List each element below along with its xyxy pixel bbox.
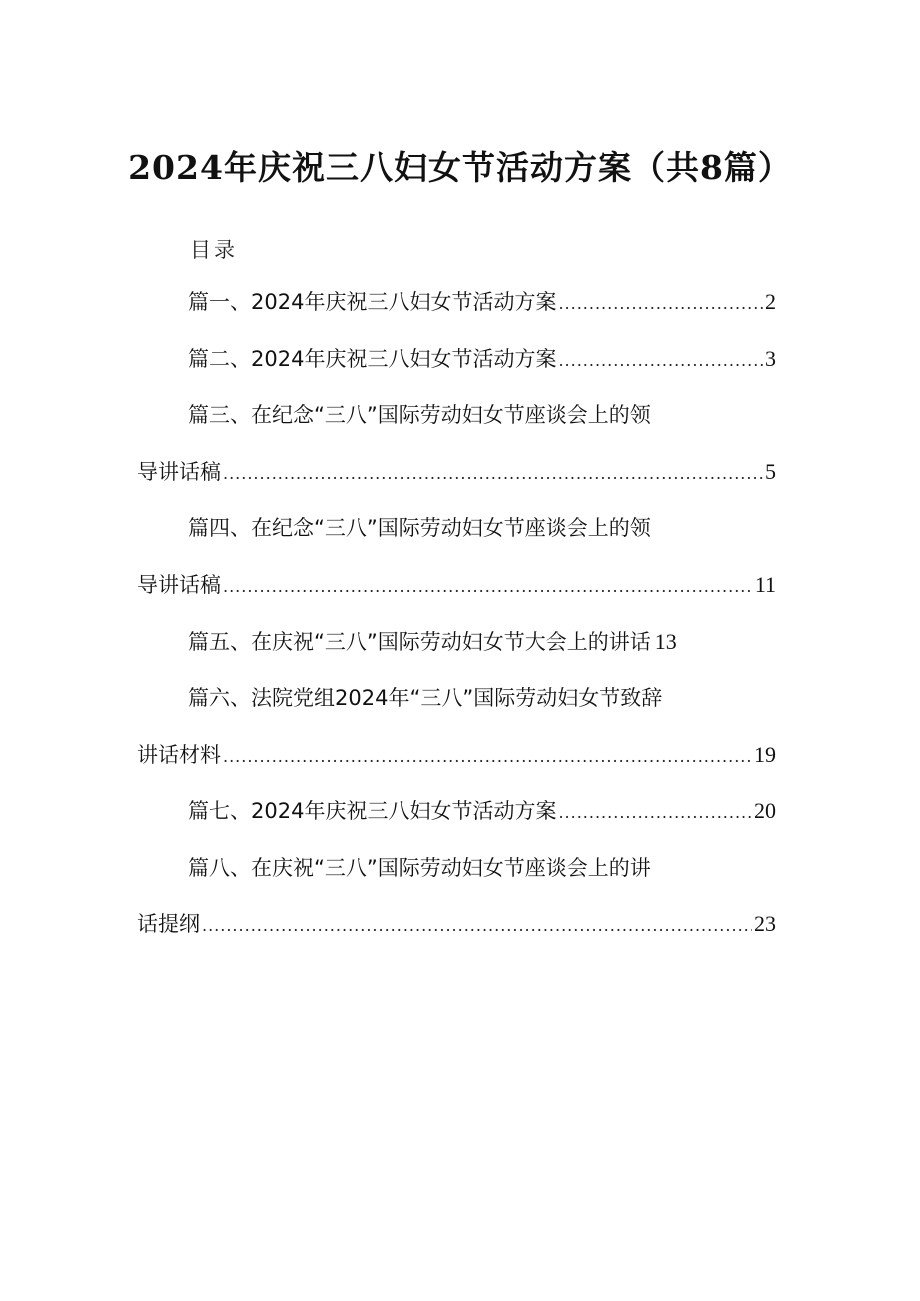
toc-page-number: 5 (765, 459, 776, 484)
toc-dot-leader (558, 288, 763, 320)
toc-entry-8[interactable] (188, 852, 788, 884)
toc-entry-title: 篇六、法院党组2024年“三八”国际劳动妇女节致辞 (188, 686, 663, 710)
toc-entry-title-continued: 话提纲 (137, 912, 200, 936)
toc-page-number: 13 (654, 629, 677, 654)
toc-page-number: 20 (754, 798, 776, 823)
toc-entry-title: 篇四、在纪念“三八”国际劳动妇女节座谈会上的领 (188, 516, 651, 540)
document-title: 2024年庆祝三八妇女节活动方案（共8篇） (128, 148, 792, 187)
toc-heading: 目录 (190, 238, 238, 262)
toc-entry-6-continued[interactable] (137, 739, 776, 771)
toc-entry-6[interactable] (188, 682, 748, 714)
toc-page-number: 2 (765, 289, 776, 314)
toc-entry-title: 篇七、2024年庆祝三八妇女节活动方案 (188, 799, 557, 823)
toc-entry-8-continued[interactable] (137, 908, 776, 940)
toc-dot-leader (223, 458, 763, 490)
toc-entry-title: 篇一、2024年庆祝三八妇女节活动方案 (188, 290, 557, 314)
toc-page-number: 19 (754, 742, 776, 767)
toc-page-number: 3 (765, 346, 776, 371)
toc-entry-2[interactable] (188, 343, 776, 375)
toc-entry-4[interactable] (188, 512, 788, 544)
toc-dot-leader (558, 797, 752, 829)
toc-entry-title: 篇二、2024年庆祝三八妇女节活动方案 (188, 347, 557, 371)
toc-entry-title: 篇八、在庆祝“三八”国际劳动妇女节座谈会上的讲 (188, 856, 651, 880)
toc-entry-title: 篇三、在纪念“三八”国际劳动妇女节座谈会上的领 (188, 403, 651, 427)
toc-entry-title-continued: 导讲话稿 (137, 573, 221, 597)
toc-dot-leader (223, 571, 753, 603)
toc-entry-title: 篇五、在庆祝“三八”国际劳动妇女节大会上的讲话 (188, 630, 651, 654)
toc-entry-title-continued: 导讲话稿 (137, 460, 221, 484)
toc-entry-3[interactable] (188, 399, 788, 431)
toc-entry-5[interactable] (188, 626, 788, 658)
toc-entry-3-continued[interactable] (137, 456, 776, 488)
toc-entry-4-continued[interactable] (137, 569, 776, 601)
toc-entry-1[interactable] (188, 286, 776, 318)
toc-entry-7[interactable] (188, 795, 776, 827)
toc-dot-leader (202, 910, 752, 942)
toc-page-number: 23 (754, 911, 776, 936)
toc-page-number: 11 (754, 572, 776, 597)
toc-dot-leader (558, 345, 763, 377)
toc-dot-leader (223, 741, 752, 773)
toc-entry-title-continued: 讲话材料 (137, 743, 221, 767)
